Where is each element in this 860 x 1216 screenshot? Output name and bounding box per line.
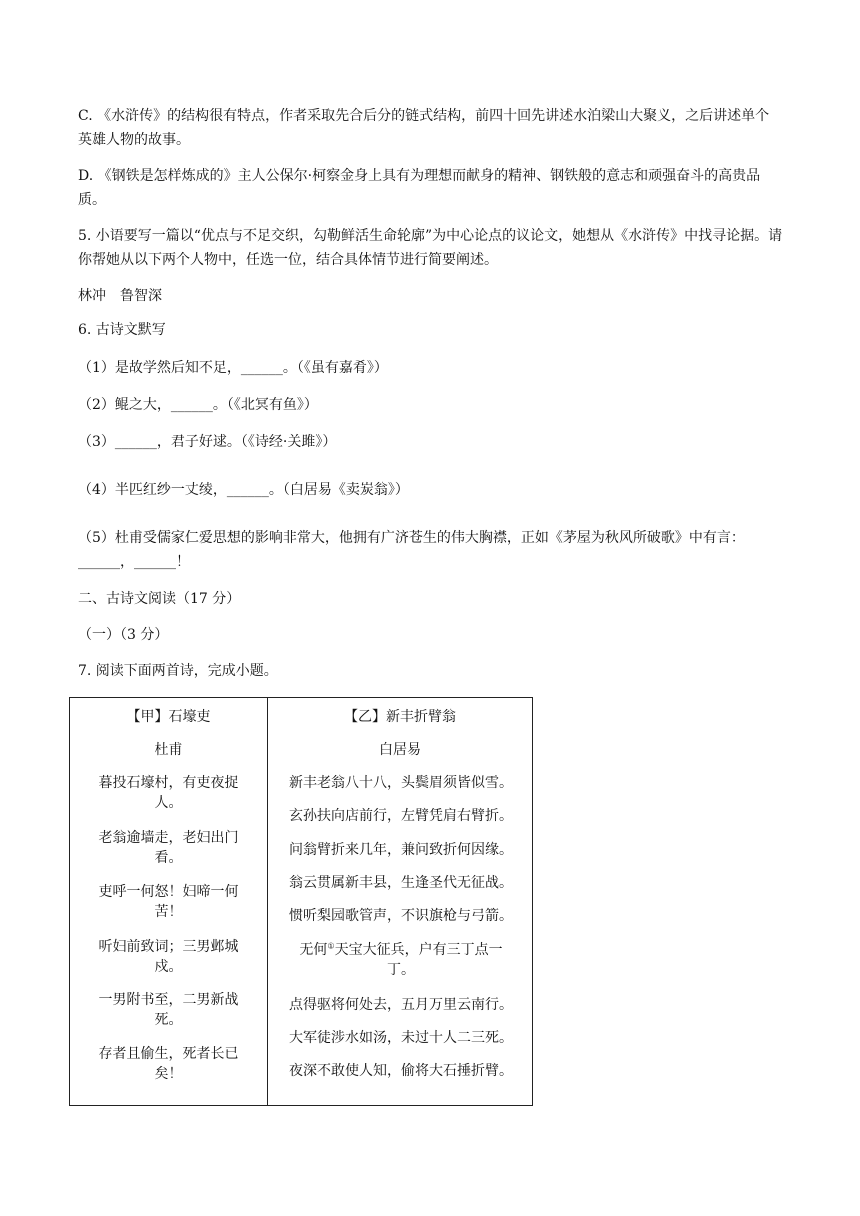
- poem-b-line: 大军徒涉水如汤，未过十人二三死。: [289, 1030, 513, 1046]
- question-6-item-4: （4）半匹红纱一丈绫，______。（白居易《卖炭翁》）: [78, 482, 409, 498]
- section-2-heading: 二、古诗文阅读（17 分）: [78, 591, 241, 607]
- footnote-mark: ①: [327, 941, 335, 951]
- poem-a-line: 吏呼一何怒！妇啼一何苦！: [98, 884, 239, 920]
- poem-b-line-footnoted: [286, 940, 516, 980]
- part-1-heading: （一）（3 分）: [78, 627, 169, 643]
- poem-b-line: 新丰老翁八十八，头鬓眉须皆似雪。: [289, 775, 513, 791]
- poem-b-line: 问翁臂折来几年，兼问致折何因缘。: [289, 842, 513, 858]
- poem-b-line: 点得驱将何处去，五月万里云南行。: [289, 997, 513, 1013]
- poem-a-title: 【甲】石壕吏: [126, 709, 211, 725]
- question-5-text: 5. 小语要写一篇以“优点与不足交织，勾勒鲜活生命轮廓”为中心论点的议论文，她想从《水浒传》中找寻论据。请你帮她从以下两个人物中，任选一位，结合具体情节进行简要阐述。: [78, 228, 783, 268]
- option-d-text: D. 《钢铁是怎样炼成的》主人公保尔·柯察金身上具有为理想而献身的精神、钢铁般的意志和顽强奋斗的高贵品质。: [78, 168, 761, 208]
- question-6-heading: 6. 古诗文默写: [78, 322, 166, 338]
- question-7-text: 7. 阅读下面两首诗，完成小题。: [78, 663, 278, 679]
- poem-b-line: 夜深不敢使人知，偷将大石捶折臂。: [289, 1063, 513, 1079]
- question-6-item-3: （3）______，君子好逑。（《诗经·关雎》）: [78, 434, 337, 450]
- poem-a-line: 听妇前致词；三男邺城戍。: [98, 939, 239, 975]
- poem-b-line: 翁云贯属新丰县，生逢圣代无征战。: [289, 875, 513, 891]
- poem-a-line: 暮投石壕村，有吏夜捉人。: [98, 775, 239, 811]
- poem-b-line: 惯听梨园歌管声，不识旗枪与弓箭。: [289, 908, 513, 924]
- poem-b-line: 玄孙扶向店前行，左臂凭肩右臂折。: [289, 808, 513, 824]
- poem-b-author: 白居易: [379, 742, 421, 758]
- option-c-text: C. 《水浒传》的结构很有特点，作者采取先合后分的链式结构，前四十回先讲述水泊梁山大聚义，之后讲述单个英雄人物的故事。: [78, 108, 770, 148]
- poem-b-line-part: 无何①天宝大征兵，户有三丁点一丁。: [299, 941, 503, 978]
- poem-a-line: 一男附书至，二男新战死。: [98, 992, 239, 1028]
- question-6-item-5: （5）杜甫受儒家仁爱思想的影响非常大，他拥有广济苍生的伟大胸襟，正如《茅屋为秋风所破歌》中有言：______，______！: [78, 530, 745, 570]
- poem-b-title: 【乙】新丰折臂翁: [344, 709, 456, 725]
- poem-b-cell: [268, 698, 533, 1106]
- poems-table: [69, 697, 533, 1106]
- question-6-item-1: （1）是故学然后知不足，______。（《虽有嘉肴》）: [78, 360, 388, 376]
- poem-a-author: 杜甫: [154, 742, 183, 758]
- question-6-item-2: （2）鲲之大，______。（《北冥有鱼》）: [78, 397, 318, 413]
- poem-a-line: 老翁逾墙走，老妇出门看。: [98, 830, 239, 866]
- poem-a-cell: [70, 698, 268, 1106]
- poem-a-line: 存者且偷生，死者长已矣！: [98, 1046, 239, 1082]
- question-5-options: 林冲 鲁智深: [78, 288, 162, 304]
